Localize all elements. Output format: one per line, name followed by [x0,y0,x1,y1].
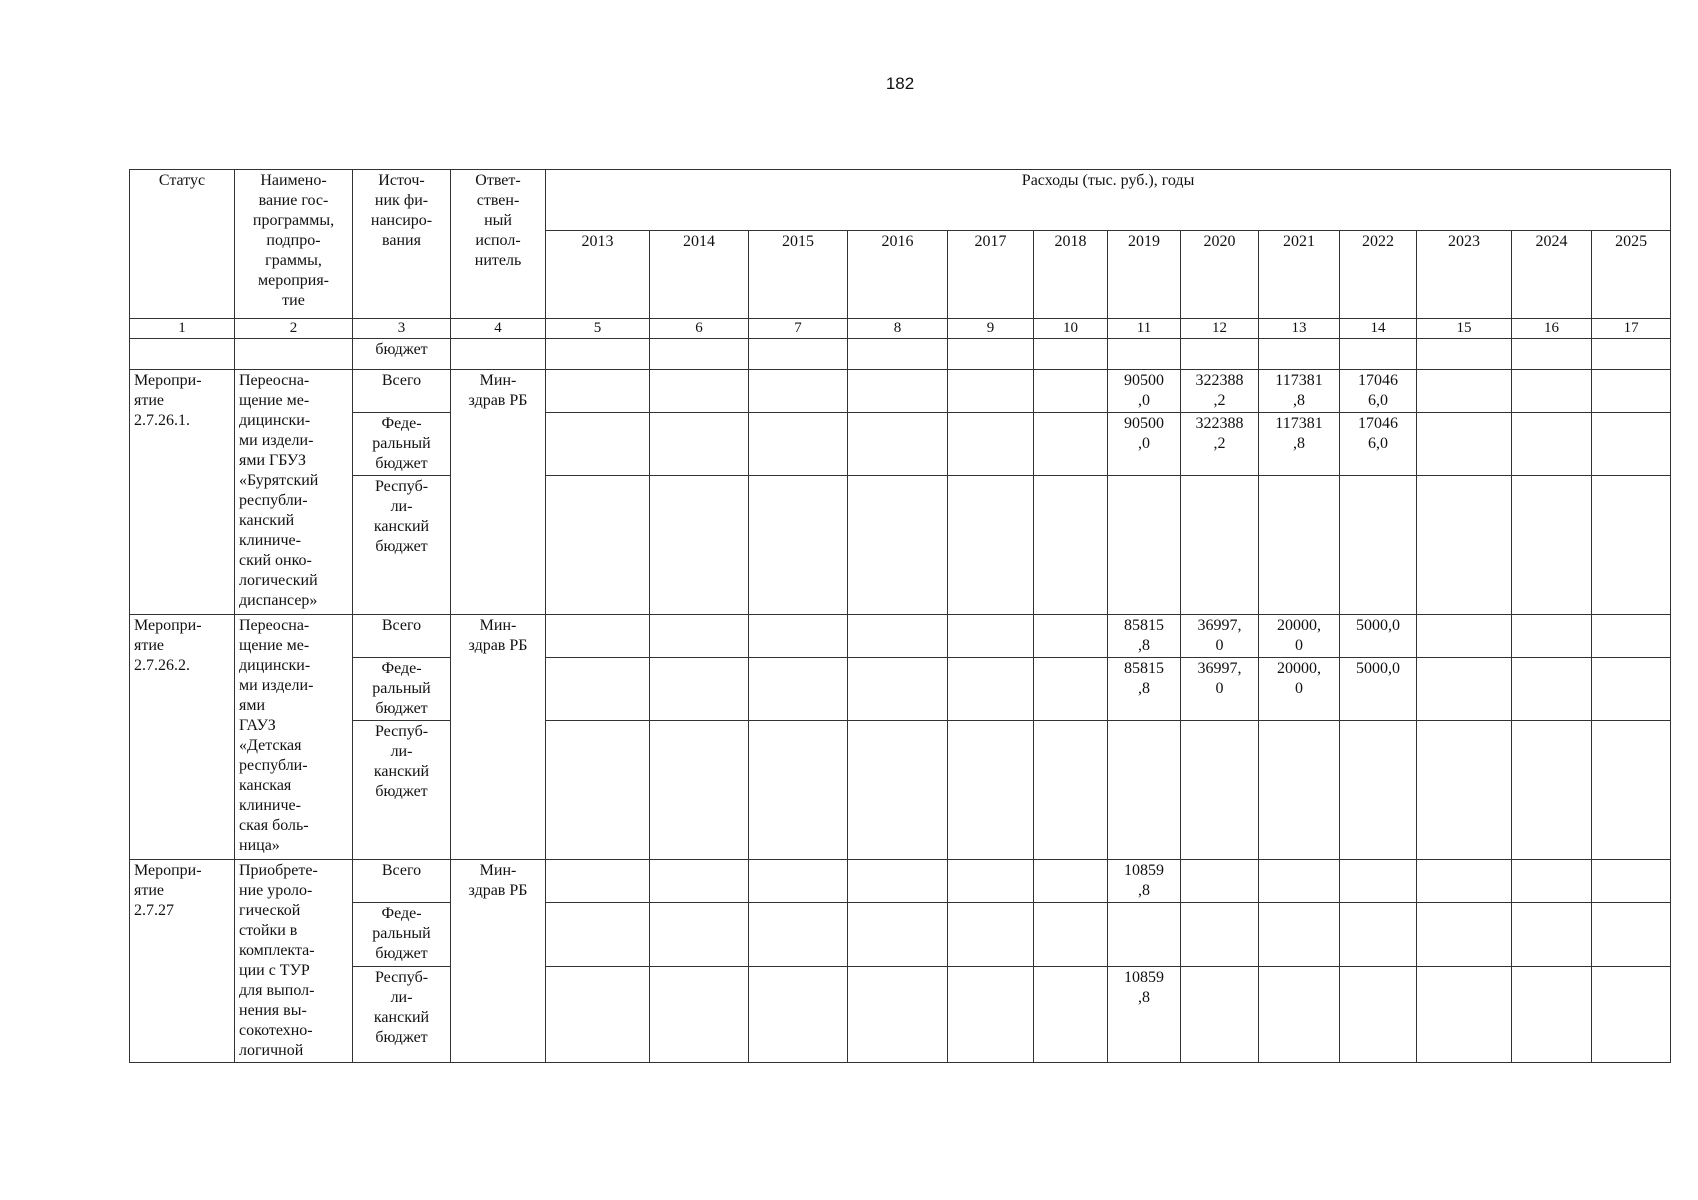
expense-value [1181,903,1259,966]
header-year: 2021 [1259,231,1340,319]
column-number: 4 [451,319,546,339]
funding-source: Феде- ральный бюджет [353,658,451,721]
empty-cell [1034,339,1108,370]
empty-cell [749,339,848,370]
expense-value [1259,860,1340,903]
expense-value [1512,615,1592,658]
expense-value [948,860,1034,903]
expense-value [1181,721,1259,860]
funding-source: Всего [353,860,451,903]
column-number: 7 [749,319,848,339]
expense-value [650,721,749,860]
funding-source: Респуб- ли- канский бюджет [353,966,451,1063]
expense-value [1512,903,1592,966]
expense-value [749,476,848,615]
expense-value [1417,721,1512,860]
expense-value [1340,860,1417,903]
header-year: 2017 [948,231,1034,319]
expense-value [1259,476,1340,615]
expense-value [1034,903,1108,966]
cont-executor-cell [451,339,546,370]
expense-value [848,370,948,413]
cont-source-cell: бюджет [353,339,451,370]
header-year: 2014 [650,231,749,319]
empty-cell [1259,339,1340,370]
expense-value [948,721,1034,860]
expense-value [1512,860,1592,903]
expense-value [1181,860,1259,903]
funding-source: Всего [353,370,451,413]
budget-table [129,169,1671,1063]
header-expenses: Расходы (тыс. руб.), годы [546,170,1671,231]
header-year: 2025 [1592,231,1671,319]
expense-value [546,413,650,476]
expense-value [1034,860,1108,903]
event-name: Переосна- щение ме- дицински- ми издели- ями ГБУЗ «Бурятский республи- канский клиниче- ский онко- логический диспансер» [235,370,353,615]
expense-value [1592,615,1671,658]
event-executor: Мин- здрав РБ [451,370,546,615]
expense-value [948,615,1034,658]
expense-value [1592,721,1671,860]
expense-value [1259,721,1340,860]
expense-value [749,615,848,658]
expense-value [546,476,650,615]
expense-value [948,903,1034,966]
expense-value [749,370,848,413]
expense-value [1108,903,1181,966]
column-number: 10 [1034,319,1108,339]
expense-value [749,721,848,860]
expense-value [848,615,948,658]
expense-value [848,903,948,966]
event-name: Приобрете- ние уроло- гической стойки в комплекта- ции с ТУР для выпол- нения вы- сокотехно- логичной [235,860,353,1063]
funding-source: Феде- ральный бюджет [353,413,451,476]
expense-value [749,658,848,721]
column-number: 13 [1259,319,1340,339]
column-number: 9 [948,319,1034,339]
expense-value [1108,721,1181,860]
header-source: Источ- ник фи- нансиро- вания [353,170,451,319]
expense-value: 117381 ,8 [1259,370,1340,413]
empty-cell [1181,339,1259,370]
column-number: 14 [1340,319,1417,339]
empty-cell [546,339,650,370]
expense-value [1512,476,1592,615]
empty-cell [1592,339,1671,370]
expense-value [1592,476,1671,615]
expense-value [1340,476,1417,615]
empty-cell [848,339,948,370]
cont-status-cell [130,339,235,370]
header-status: Статус [130,170,235,319]
expense-value [1417,966,1512,1063]
continuation-row [130,339,1671,370]
expense-value: 20000, 0 [1259,615,1340,658]
expense-value [1340,966,1417,1063]
header-year: 2016 [848,231,948,319]
page-number: 182 [885,74,915,93]
expense-value [749,966,848,1063]
expense-value: 20000, 0 [1259,658,1340,721]
table-row [130,721,1671,860]
expense-value [1512,966,1592,1063]
empty-cell [948,339,1034,370]
empty-cell [1108,339,1181,370]
header-year: 2023 [1417,231,1512,319]
event-name: Переосна- щение ме- дицински- ми издели- ями ГАУЗ «Детская республи- канская клиниче- ская боль- ница» [235,615,353,860]
expense-value [1034,370,1108,413]
expense-value [1259,966,1340,1063]
expense-value [650,966,749,1063]
expense-value [1181,966,1259,1063]
expense-value [1592,966,1671,1063]
expense-value [1512,413,1592,476]
expense-value [749,860,848,903]
expense-value [1034,615,1108,658]
expense-value [1512,721,1592,860]
table-row [130,903,1671,966]
column-number: 12 [1181,319,1259,339]
expense-value [546,860,650,903]
event-executor: Мин- здрав РБ [451,860,546,1063]
expense-value [1034,721,1108,860]
column-number: 16 [1512,319,1592,339]
expense-value [1108,476,1181,615]
header-name: Наимено- вание гос- программы, подпро- граммы, мероприя- тие [235,170,353,319]
table-row [130,860,1671,903]
column-number: 11 [1108,319,1181,339]
expense-value [848,413,948,476]
column-number: 5 [546,319,650,339]
expense-value [1512,658,1592,721]
table-row [130,966,1671,1063]
header-year: 2020 [1181,231,1259,319]
header-year: 2015 [749,231,848,319]
expense-value [650,615,749,658]
expense-value: 85815 ,8 [1108,658,1181,721]
empty-cell [650,339,749,370]
empty-cell [1512,339,1592,370]
expense-value: 5000,0 [1340,615,1417,658]
expense-value [848,658,948,721]
expense-value [948,966,1034,1063]
expense-value [1592,903,1671,966]
expense-value: 17046 6,0 [1340,413,1417,476]
expense-value [848,966,948,1063]
expense-value [1592,370,1671,413]
expense-value [749,903,848,966]
expense-value [650,413,749,476]
expense-value: 322388 ,2 [1181,370,1259,413]
funding-source: Феде- ральный бюджет [353,903,451,966]
expense-value: 17046 6,0 [1340,370,1417,413]
table-row [130,615,1671,658]
cont-name-cell [235,339,353,370]
column-number: 1 [130,319,235,339]
expense-value [1417,658,1512,721]
expense-value [1417,903,1512,966]
expense-value [948,413,1034,476]
expense-value: 322388 ,2 [1181,413,1259,476]
expense-value: 5000,0 [1340,658,1417,721]
table-row [130,413,1671,476]
column-number: 8 [848,319,948,339]
header-year: 2019 [1108,231,1181,319]
expense-value [1034,658,1108,721]
table-row [130,370,1671,413]
expense-value [650,658,749,721]
expense-value [1181,476,1259,615]
table-row [130,658,1671,721]
expense-value [1417,370,1512,413]
event-status: Меропри- ятие 2.7.26.2. [130,615,235,860]
column-number: 2 [235,319,353,339]
funding-source: Всего [353,615,451,658]
expense-value [546,903,650,966]
column-number: 15 [1417,319,1512,339]
column-number: 3 [353,319,451,339]
event-executor: Мин- здрав РБ [451,615,546,860]
expense-value: 90500 ,0 [1108,370,1181,413]
header-executor: Ответ- ствен- ный испол- нитель [451,170,546,319]
expense-value [546,658,650,721]
expense-value: 10859 ,8 [1108,860,1181,903]
expense-value [650,860,749,903]
funding-source: Респуб- ли- канский бюджет [353,721,451,860]
funding-source: Респуб- ли- канский бюджет [353,476,451,615]
expense-value [948,476,1034,615]
expense-value [848,476,948,615]
expense-value [1340,903,1417,966]
expense-value: 85815 ,8 [1108,615,1181,658]
expense-value: 10859 ,8 [1108,966,1181,1063]
expense-value [1512,370,1592,413]
expense-value [546,615,650,658]
expense-value [546,721,650,860]
expense-value [848,721,948,860]
expense-value [1259,903,1340,966]
expense-value [1417,615,1512,658]
expense-value [1034,476,1108,615]
header-year: 2022 [1340,231,1417,319]
table-row [130,476,1671,615]
event-status: Меропри- ятие 2.7.27 [130,860,235,1063]
expense-value [650,903,749,966]
empty-cell [1340,339,1417,370]
expense-value [1340,721,1417,860]
expense-value: 90500 ,0 [1108,413,1181,476]
expense-value [1592,658,1671,721]
header-year: 2018 [1034,231,1108,319]
empty-cell [1417,339,1512,370]
expense-value [1417,860,1512,903]
expense-value: 36997, 0 [1181,658,1259,721]
event-status: Меропри- ятие 2.7.26.1. [130,370,235,615]
expense-value [546,370,650,413]
header-year: 2013 [546,231,650,319]
expense-value [749,413,848,476]
expense-value [1592,860,1671,903]
expense-value [650,476,749,615]
expense-value [546,966,650,1063]
expense-value [1592,413,1671,476]
expense-value [948,658,1034,721]
expense-value [650,370,749,413]
expense-value [1034,966,1108,1063]
expense-value [1034,413,1108,476]
header-year: 2024 [1512,231,1592,319]
expense-value: 36997, 0 [1181,615,1259,658]
column-number: 17 [1592,319,1671,339]
expense-value [848,860,948,903]
column-number: 6 [650,319,749,339]
expense-value [1417,476,1512,615]
expense-value [948,370,1034,413]
expense-value [1417,413,1512,476]
expense-value: 117381 ,8 [1259,413,1340,476]
